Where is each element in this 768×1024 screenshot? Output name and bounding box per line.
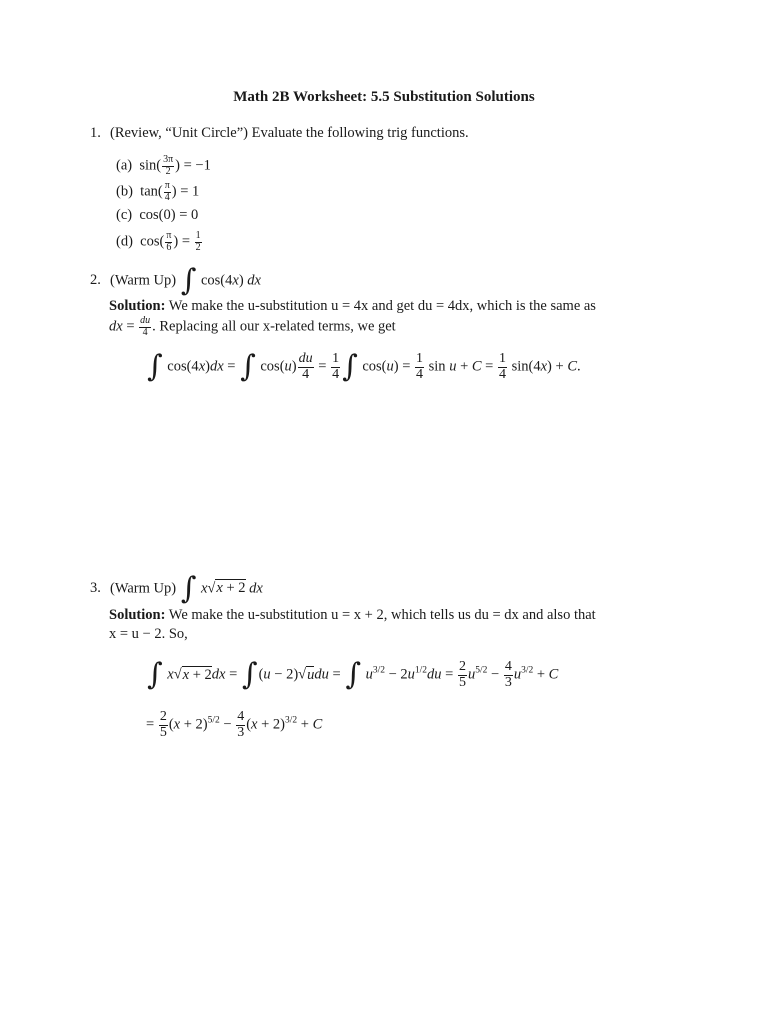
problem-2-prompt: 2. (Warm Up) ∫ cos(4x) dx [90, 263, 261, 298]
problem-2-solution-line-1: Solution: We make the u-substitution u = 4x and get du = 4dx, which is the same as [109, 298, 596, 314]
problem-3-prompt: 3. (Warm Up) ∫ x√x + 2 dx [90, 571, 263, 606]
problem-1-part-b: (b) tan( $\frac{\pi}{4}$ ) = 1 [116, 180, 200, 203]
problem-2-equation: ∫ cos(4x)dx = ∫ cos(u) $\frac{du}{4}$ = $\frac{1}{4}$ ∫ cos(u) = $\frac{1}{4}$ sin u + C = $\frac{1}{4}$ sin(4x) + C. [147, 349, 581, 385]
problem-3-equation-2: = $\frac{2}{5}$ $(x + 2)^{5/2}$ − $\frac{4}{3}$ $(x + 2)^{3/2} + C$ [146, 709, 323, 740]
problem-3-equation-1: ∫ x√x + 2dx = ∫(u − 2)√udu = ∫ $u^{3/2} - 2u^{1/2}du$ = $\frac{2}{5}$ $u^{5/2}$ − $\frac{4}{3}$ $u^{3/2} + C$ [147, 657, 559, 693]
problem-1-part-c: (c) cos(0) = 0 [116, 207, 199, 223]
problem-2-solution-line-2: dx = $\frac{du}{4}$ . Replacing all our x-related terms, we get [109, 315, 396, 338]
page-title: Math 2B Worksheet: 5.5 Substitution Solutions [233, 89, 535, 105]
problem-1-prompt: 1. (Review, “Unit Circle”) Evaluate the following trig functions. [90, 125, 469, 141]
problem-3-solution-line-1: Solution: We make the u-substitution u = x + 2, which tells us du = dx and also that [109, 607, 596, 623]
integral-sign: ∫ [180, 263, 197, 298]
problem-3-solution-line-2: x = u − 2. So, [109, 626, 188, 642]
problem-1-part-d: (d) cos( $\frac{\pi}{6}$ ) = $\frac{1}{2}$ [116, 230, 201, 253]
problem-1-part-a: (a) sin( $\frac{3\pi}{2}$ ) = −1 [116, 154, 211, 177]
problem-number: 1. [90, 125, 101, 141]
